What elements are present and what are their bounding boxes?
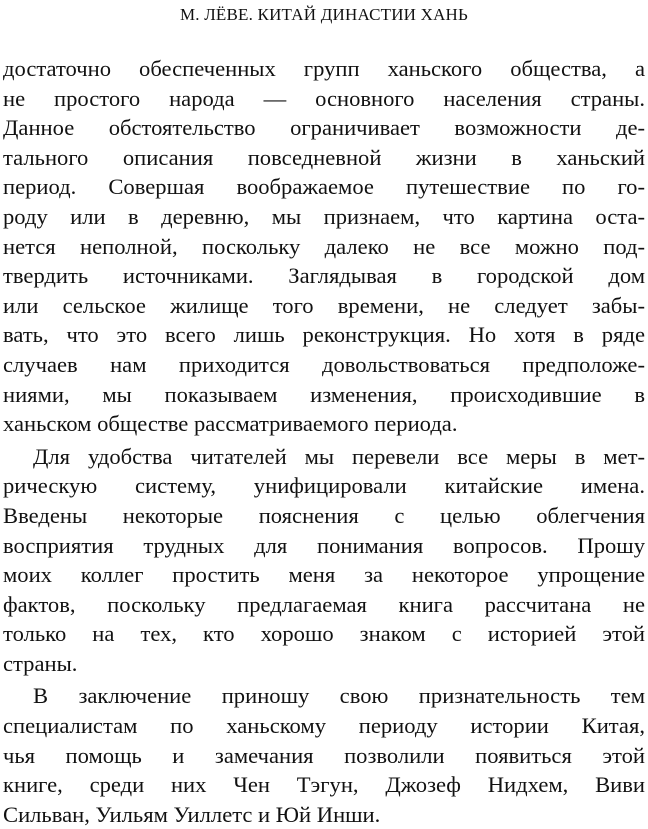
text-line: восприятия трудных для понимания вопросов. Прошу	[3, 532, 645, 558]
paragraph-2	[3, 442, 645, 679]
text-line: Данное обстоятельство ограничивает возможности де-	[3, 115, 645, 141]
paragraph-3	[3, 681, 645, 829]
text-line: только на тех, кто хорошо знаком с историей этой	[3, 621, 645, 647]
text-line: Сильван, Уильям Уиллетс и Юй Инши.	[3, 801, 381, 827]
text-line: тального описания повседневной жизни в ханьский	[3, 144, 645, 170]
text-line: достаточно обеспеченных групп ханьского общества, а	[3, 56, 645, 81]
text-line: или сельское жилище того времени, не следует забы-	[3, 292, 645, 318]
text-line: моих коллег простить меня за некоторое упрощение	[3, 562, 645, 588]
paragraph-1	[3, 54, 645, 439]
text-line: книге, среди них Чен Тэгун, Джозеф Нидхем, Виви	[3, 772, 645, 798]
text-line: фактов, поскольку предлагаемая книга рассчитана не	[3, 591, 645, 617]
text-line: ниями, мы показываем изменения, происходившие в	[3, 381, 645, 407]
text-line: Введены некоторые пояснения с целью облегчения	[3, 502, 645, 528]
text-line: рическую систему, унифицировали китайские имена.	[3, 473, 645, 499]
text-line: не простого народа — основного населения страны.	[3, 85, 645, 111]
text-line: роду или в деревню, мы признаем, что картина оста-	[3, 203, 645, 229]
text-line: ханьском обществе рассматриваемого периода.	[3, 411, 458, 437]
text-line: вать, что это всего лишь реконструкция. Но хотя в ряде	[3, 322, 645, 348]
body-text	[3, 54, 645, 829]
running-header: М. ЛЁВЕ. КИТАЙ ДИНАСТИИ ХАНЬ	[179, 5, 468, 24]
text-line: случаев нам приходится довольствоваться предположе-	[3, 351, 645, 377]
text-line: В заключение приношу свою признательность тем	[33, 683, 645, 709]
text-line: страны.	[3, 650, 78, 676]
text-line: твердить источниками. Заглядывая в городской дом	[3, 263, 645, 289]
text-line: период. Совершая воображаемое путешествие по го-	[3, 174, 645, 200]
text-line: специалистам по ханьскому периоду истории Китая,	[3, 713, 645, 739]
text-line: Для удобства читателей мы перевели все меры в мет-	[33, 443, 645, 469]
text-line: нется неполной, поскольку далеко не все можно под-	[3, 233, 645, 259]
text-line: чья помощь и замечания позволили появиться этой	[3, 742, 645, 768]
